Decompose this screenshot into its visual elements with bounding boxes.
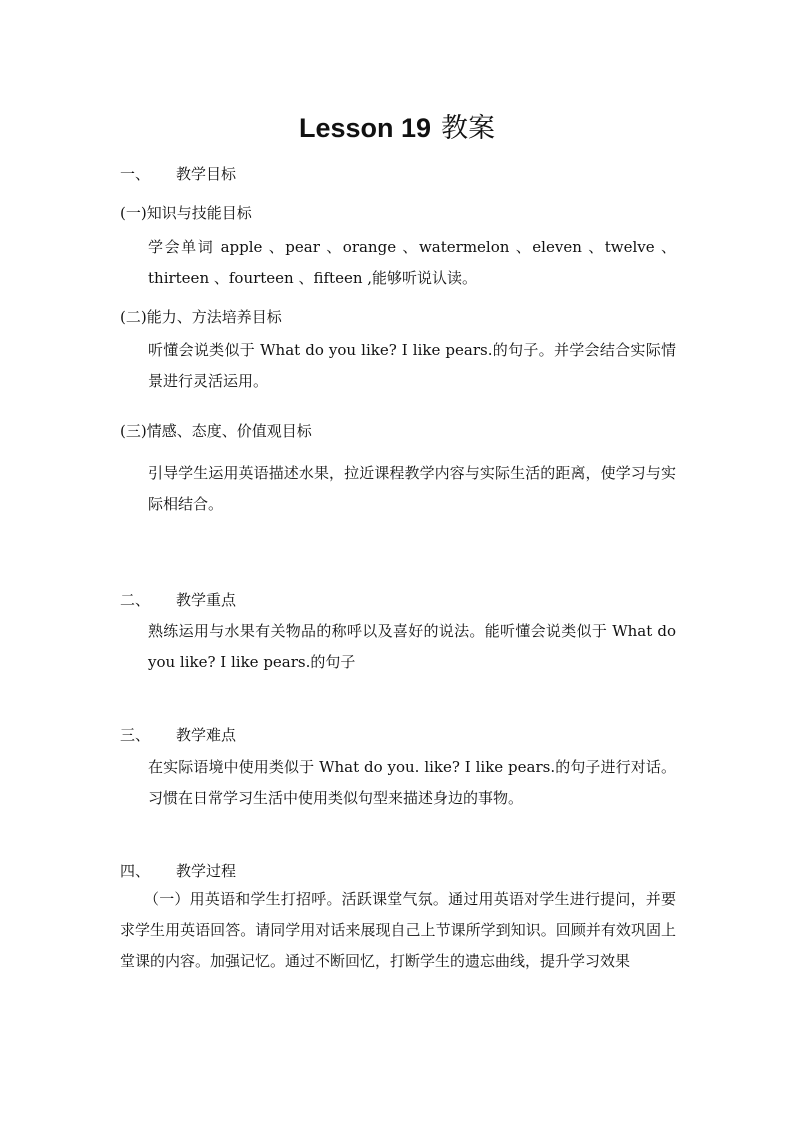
section-title: 教学重点 — [176, 591, 237, 609]
paragraph-process: （一）用英语和学生打招呼。活跃课堂气氛。通过用英语对学生进行提问，并要求学生用英语回答。请同学用对话来展现自己上节课所学到知识。回顾并有效巩固上堂课的内容。加强记忆。通过不断回忆，打断学生的遗忘曲线，提升学习效果 — [120, 890, 676, 970]
paragraph-difficulties: 在实际语境中使用类似于 What do you. like? I like pears.的句子进行对话。习惯在日常学习生活中使用类似句型来描述身边的事物。 — [148, 758, 676, 807]
section-title: 教学目标 — [176, 165, 237, 183]
subsection-heading-emotion: (三)情感、态度、价值观目标 — [120, 422, 312, 440]
section-heading-key-points — [120, 590, 236, 610]
section-title: 教学过程 — [176, 862, 237, 880]
document-title — [0, 106, 794, 145]
paragraph-emotion: 引导学生运用英语描述水果，拉近课程教学内容与实际生活的距离，使学习与实际相结合。 — [148, 464, 676, 513]
title-english: Lesson 19 — [298, 113, 432, 143]
paragraph-key-points: 熟练运用与水果有关物品的称呼以及喜好的说法。能听懂会说类似于 What do you like? I like pears.的句子 — [148, 622, 676, 671]
paragraph-ability: 听懂会说类似于 What do you like? I like pears.的句子。并学会结合实际情景进行灵活运用。 — [148, 341, 676, 390]
section-number: 四、 — [120, 862, 151, 880]
paragraph-knowledge: 学会单词 apple 、pear 、orange 、watermelon 、eleven 、twelve 、thirteen 、fourteen 、fifteen ,能够听说认读。 — [148, 238, 676, 287]
section-number: 一、 — [120, 165, 151, 183]
section-title: 教学难点 — [176, 726, 237, 744]
section-number: 三、 — [120, 726, 151, 744]
section-number: 二、 — [120, 591, 151, 609]
section-heading-difficulties — [120, 725, 236, 745]
subsection-heading-ability: (二)能力、方法培养目标 — [120, 308, 282, 326]
subsection-heading-knowledge: (一)知识与技能目标 — [120, 204, 252, 222]
title-chinese: 教案 — [441, 113, 496, 144]
section-heading-objectives — [120, 164, 236, 184]
section-heading-process — [120, 861, 236, 881]
